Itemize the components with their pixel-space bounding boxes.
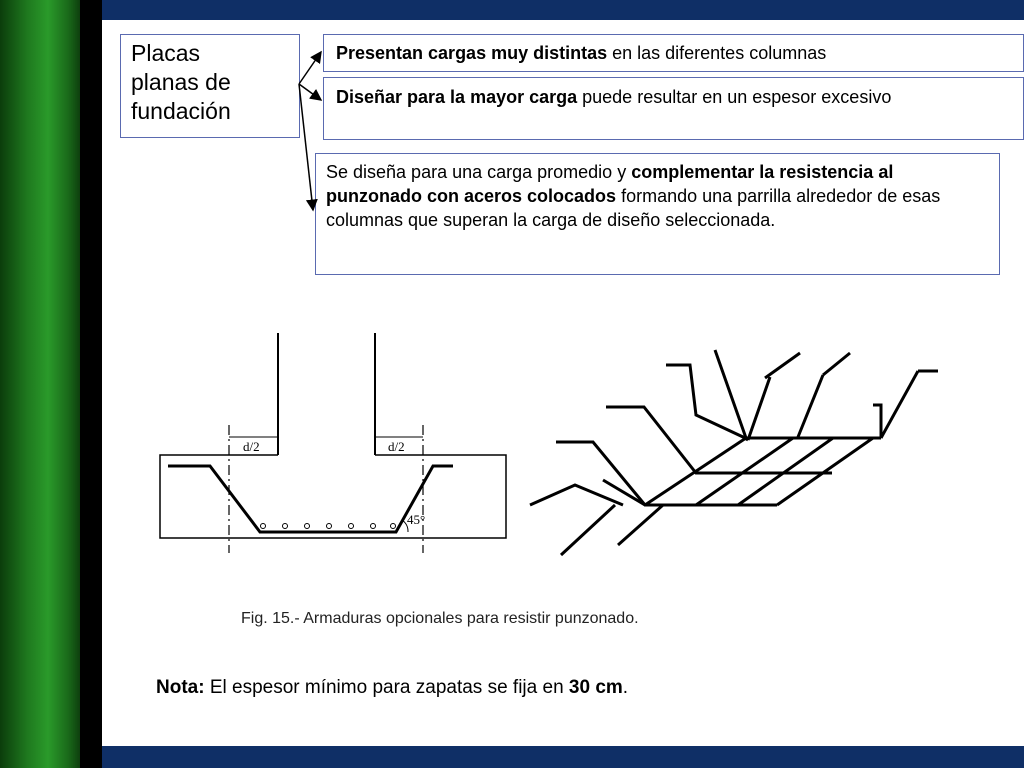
note-end: . — [622, 677, 629, 698]
rebar-dots — [261, 524, 396, 529]
note-label: Nota: — [156, 677, 205, 698]
mesh-bar-2 — [530, 485, 623, 505]
mesh-bar-12 — [873, 405, 881, 438]
point3-bold: complementar la resistencia al punzonado con aceros colocados — [326, 162, 894, 206]
arrow-to-point3 — [299, 84, 313, 210]
mesh-bar-3 — [561, 505, 615, 555]
mesh-bar-19 — [603, 480, 645, 505]
point2-text: puede resultar en un espesor excesivo — [577, 87, 892, 107]
point3-text: formando una parrilla alrededor de esas columnas que superan la carga de diseño seleccionada. — [326, 186, 941, 230]
figure-caption: Fig. 15.- Armaduras opcionales para resistir punzonado. — [241, 610, 639, 627]
arrow-to-point1 — [299, 52, 321, 84]
arrow-to-point2 — [299, 84, 321, 100]
mesh-bar-7 — [715, 350, 881, 438]
point2-bold: Diseñar para la mayor carga — [336, 87, 578, 107]
footing-section-drawing — [150, 325, 515, 560]
point1-text: en las diferentes columnas — [607, 43, 827, 63]
title-line-2: planas de — [131, 69, 231, 95]
point3-pre: Se diseña para una carga promedio y — [326, 162, 632, 182]
note-value: 30 cm — [568, 677, 623, 698]
title-line-1: Placas — [131, 40, 201, 66]
mesh-bar-11 — [798, 375, 823, 437]
title-line-3: fundación — [131, 98, 231, 124]
angle-label: 45° — [407, 512, 426, 527]
note-body: El espesor mínimo para zapatas se fija en — [204, 677, 569, 698]
mesh-bar-9 — [748, 377, 770, 440]
dim-left-label: d/2 — [243, 439, 260, 454]
mesh-bar-6 — [666, 365, 748, 440]
point1-bold: Presentan cargas muy distintas — [336, 43, 608, 63]
mesh-bar-4 — [618, 505, 663, 545]
connector-arrows — [0, 0, 1024, 300]
mesh-bar-8 — [765, 353, 800, 378]
bottom-navy-band — [102, 746, 1024, 768]
mesh-bar-14 — [881, 371, 918, 438]
dim-right-label: d/2 — [388, 439, 405, 454]
reinforcement-mesh-drawing — [528, 345, 948, 560]
mesh-bar-10 — [823, 353, 850, 375]
note-text — [156, 677, 628, 699]
